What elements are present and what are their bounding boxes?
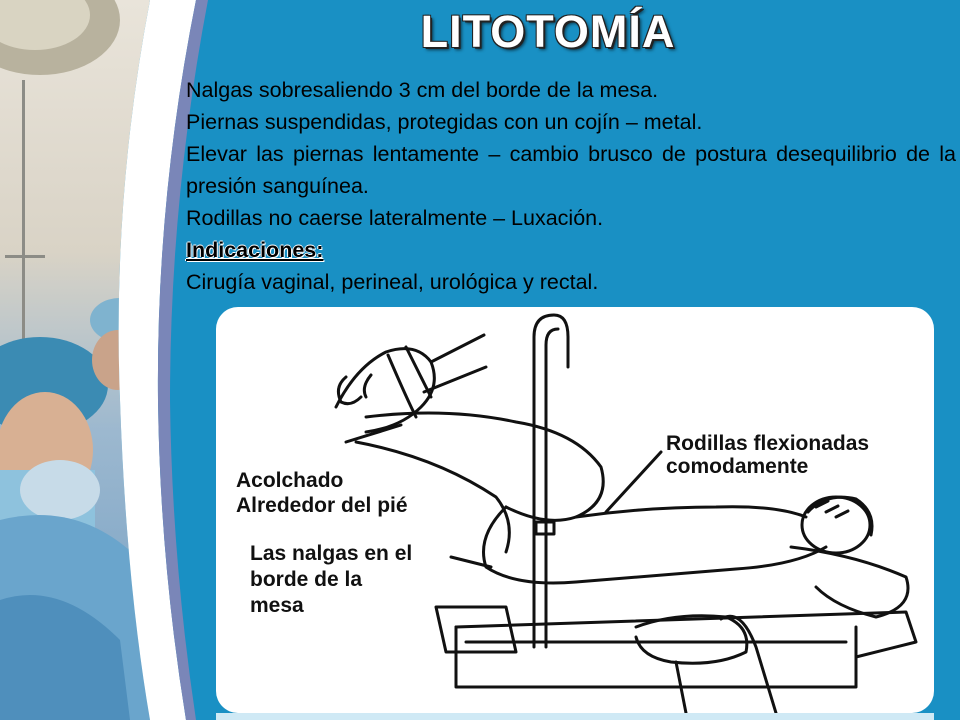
slide-body xyxy=(186,74,956,298)
indications-heading: Indicaciones: xyxy=(186,238,324,262)
label-buttocks-line-2: borde de la xyxy=(250,568,363,591)
label-padding-line-2: Alrededor del pié xyxy=(236,494,408,517)
indications-text: Cirugía vaginal, perineal, urológica y rectal. xyxy=(186,270,599,294)
label-knees-line-2: comodamente xyxy=(666,455,809,478)
slide-title: LITOTOMÍA xyxy=(420,6,676,57)
body-line-legs: Piernas suspendidas, protegidas con un cojín – metal. xyxy=(186,110,703,134)
body-line-elevate: Elevar las piernas lentamente – cambio brusco de postura desequilibrio de la presión sanguínea. xyxy=(186,142,956,198)
label-padding-line-1: Acolchado xyxy=(236,469,344,492)
bottom-strip xyxy=(216,713,934,720)
label-knees-line-1: Rodillas flexionadas xyxy=(666,432,870,455)
body-line-buttocks: Nalgas sobresaliendo 3 cm del borde de la mesa. xyxy=(186,78,659,102)
lithotomy-illustration xyxy=(216,307,934,713)
label-buttocks-line-3: mesa xyxy=(250,594,304,617)
body-line-knees: Rodillas no caerse lateralmente – Luxación. xyxy=(186,206,604,230)
label-buttocks-line-1: Las nalgas en el xyxy=(250,542,413,565)
